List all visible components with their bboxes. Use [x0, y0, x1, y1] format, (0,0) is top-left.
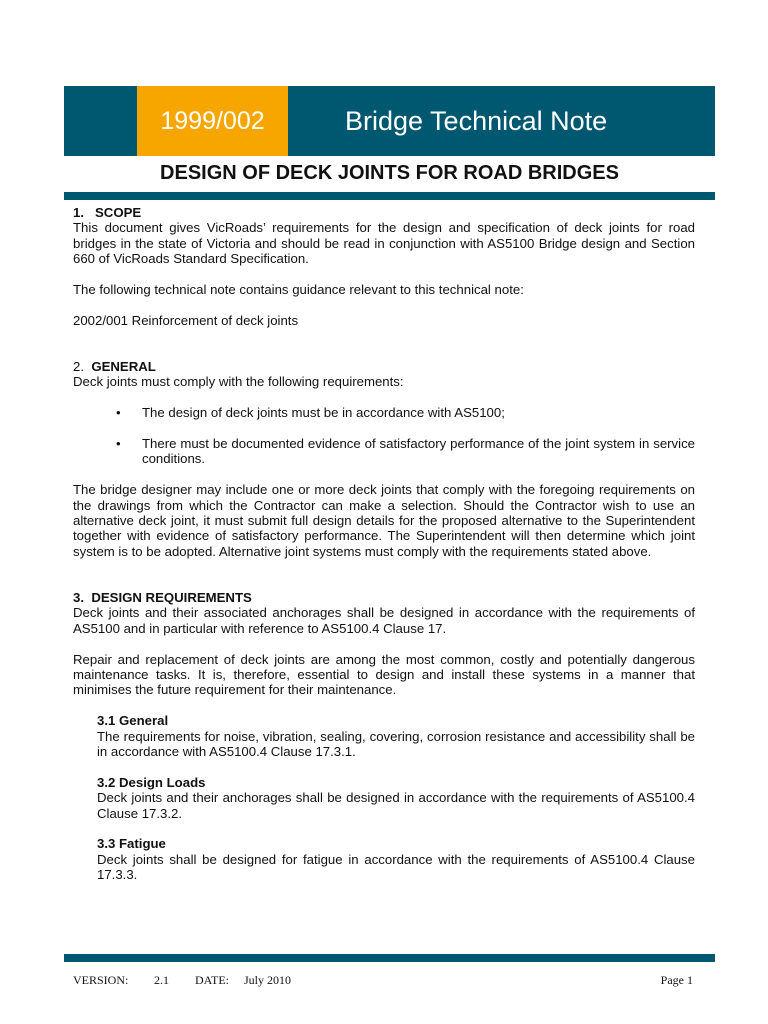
subsection-design-loads	[97, 775, 695, 837]
section-heading-scope	[73, 205, 695, 220]
section-title: DESIGN REQUIREMENTS	[91, 590, 252, 606]
list-item: • There must be documented evidence of satisfactory performance of the joint system in service conditions.	[116, 436, 695, 467]
document-body	[73, 205, 695, 883]
section-number: 3.	[73, 590, 84, 606]
section-number: 1.	[73, 205, 84, 220]
subsection-title: 3.2 Design Loads	[97, 774, 206, 790]
scope-reference: 2002/001 Reinforcement of deck joints	[73, 312, 299, 328]
design-paragraph: Repair and replacement of deck joints are among the most common, costly and potentially dangerous maintenance tasks. It is, therefore, essential to design and install these systems in a manner that minimises the future requirement for their maintenance.	[73, 651, 695, 698]
section-heading-general	[73, 359, 695, 374]
list-item: • The design of deck joints must be in accordance with AS5100;	[116, 405, 505, 421]
requirements-list	[73, 405, 695, 467]
design-paragraph: Deck joints and their associated anchorages shall be designed in accordance with the requirements of AS5100 and in particular with reference to AS5100.4 Clause 17.	[73, 605, 695, 636]
bullet-icon: •	[116, 405, 121, 421]
subsection-general	[97, 713, 695, 775]
series-title: Bridge Technical Note	[345, 106, 608, 136]
general-intro: Deck joints must comply with the following requirements:	[73, 374, 404, 390]
date-value: July 2010	[244, 973, 292, 987]
version-label: VERSION:	[73, 973, 129, 987]
subsection-text: Deck joints and their anchorages shall be designed in accordance with the requirements of AS5100.4 Clause 17.3.2.	[97, 790, 695, 821]
page-number: Page 1	[660, 973, 693, 987]
subsection-fatigue	[97, 836, 695, 882]
subsection-text: The requirements for noise, vibration, sealing, covering, corrosion resistance and accessibility shall be in accordance with AS5100.4 Clause 17.3.1.	[97, 728, 695, 760]
scope-paragraph: The following technical note contains guidance relevant to this technical note:	[73, 282, 524, 298]
date-label: DATE:	[195, 973, 229, 987]
subsection-title: 3.1 General	[97, 713, 169, 729]
section-title: GENERAL	[91, 359, 156, 375]
general-paragraph: The bridge designer may include one or more deck joints that comply with the foregoing requirements on the drawings from which the Contractor can make a selection. Should the Contractor wish to use an alternative deck joint, it must submit full design details for the proposed alternative to the Superintendent together with evidence of satisfactory performance. The Superintendent will then determine which joint system is to be adopted. Alternative joint systems must comply with the requirements stated above.	[73, 482, 695, 559]
section-number: 2.	[73, 359, 84, 375]
section-title: SCOPE	[95, 205, 142, 220]
top-divider	[64, 192, 715, 200]
scope-paragraph: This document gives VicRoads’ requirements for the design and specification of deck joints for road bridges in the state of Victoria and should be read in conjunction with AS5100 Bridge design and Section 660 of VicRoads Standard Specification.	[73, 220, 695, 267]
version-value: 2.1	[154, 973, 169, 987]
doc-number: 1999/002	[137, 86, 288, 156]
bottom-divider	[64, 954, 715, 962]
document-title: DESIGN OF DECK JOINTS FOR ROAD BRIDGES	[160, 162, 619, 184]
section-heading-design	[73, 590, 695, 605]
bullet-icon: •	[116, 436, 121, 452]
subsection-text: Deck joints shall be designed for fatigue in accordance with the requirements of AS5100.4 Clause 17.3.3.	[97, 851, 695, 883]
subsection-title: 3.3 Fatigue	[97, 836, 166, 852]
